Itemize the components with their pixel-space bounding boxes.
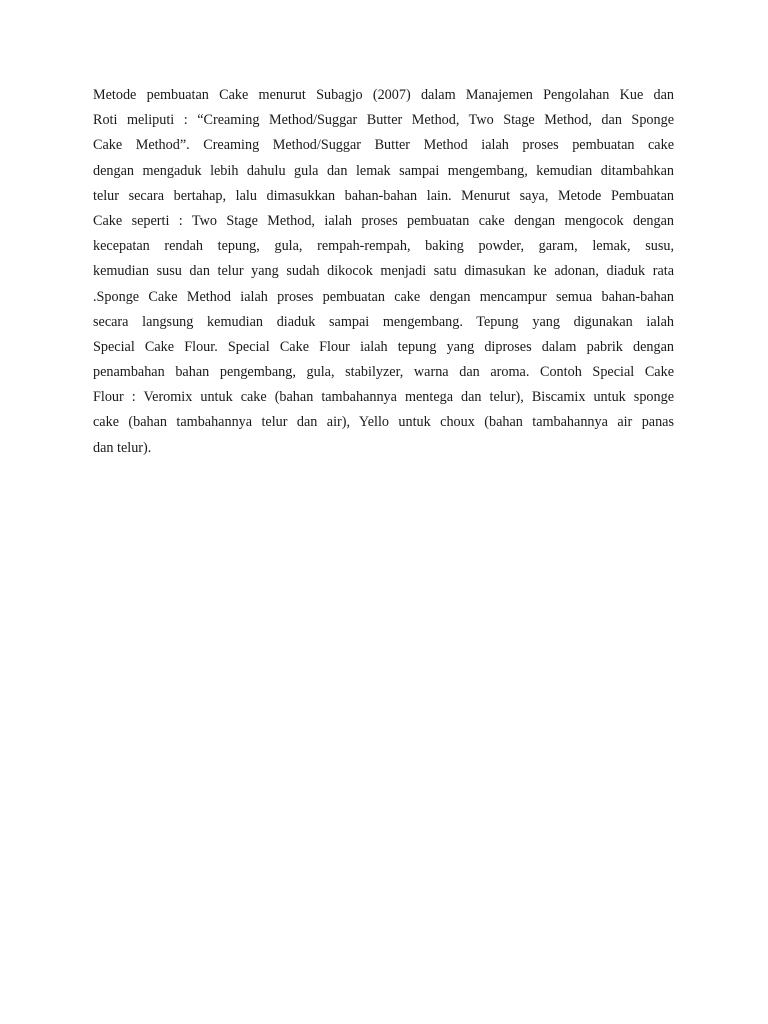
paragraph-line: Cake seperti : Two Stage Method, ialah proses pembuatan cake dengan mengocok dengan — [93, 212, 674, 229]
paragraph-line: cake (bahan tambahannya telur dan air), Yello untuk choux (bahan tambahannya air panas — [93, 414, 674, 431]
paragraph-line: dengan mengaduk lebih dahulu gula dan lemak sampai mengembang, kemudian ditambahkan — [93, 162, 674, 179]
paragraph-line: .Sponge Cake Method ialah proses pembuatan cake dengan mencampur semua bahan-bahan — [93, 288, 674, 305]
paragraph-line: Special Cake Flour. Special Cake Flour ialah tepung yang diproses dalam pabrik dengan — [93, 338, 674, 355]
paragraph-line: dan telur). — [93, 439, 152, 456]
paragraph-line: kecepatan rendah tepung, gula, rempah-rempah, baking powder, garam, lemak, susu, — [93, 238, 674, 255]
paragraph-line: Flour : Veromix untuk cake (bahan tambahannya mentega dan telur), Biscamix untuk sponge — [93, 389, 674, 406]
paragraph-line: secara langsung kemudian diaduk sampai mengembang. Tepung yang digunakan ialah — [93, 313, 674, 330]
paragraph-line: Cake Method”. Creaming Method/Suggar Butter Method ialah proses pembuatan cake — [93, 137, 674, 154]
paragraph-line: kemudian susu dan telur yang sudah dikocok menjadi satu dimasukan ke adonan, diaduk rata — [93, 263, 674, 280]
paragraph-line: Metode pembuatan Cake menurut Subagjo (2007) dalam Manajemen Pengolahan Kue dan — [93, 87, 674, 103]
paragraph-line: penambahan bahan pengembang, gula, stabilyzer, warna dan aroma. Contoh Special Cake — [93, 364, 674, 381]
body-paragraph — [93, 83, 674, 461]
paragraph-line: telur secara bertahap, lalu dimasukkan bahan-bahan lain. Menurut saya, Metode Pembuatan — [93, 187, 674, 204]
paragraph-line: Roti meliputi : “Creaming Method/Suggar Butter Method, Two Stage Method, dan Sponge — [93, 112, 674, 129]
